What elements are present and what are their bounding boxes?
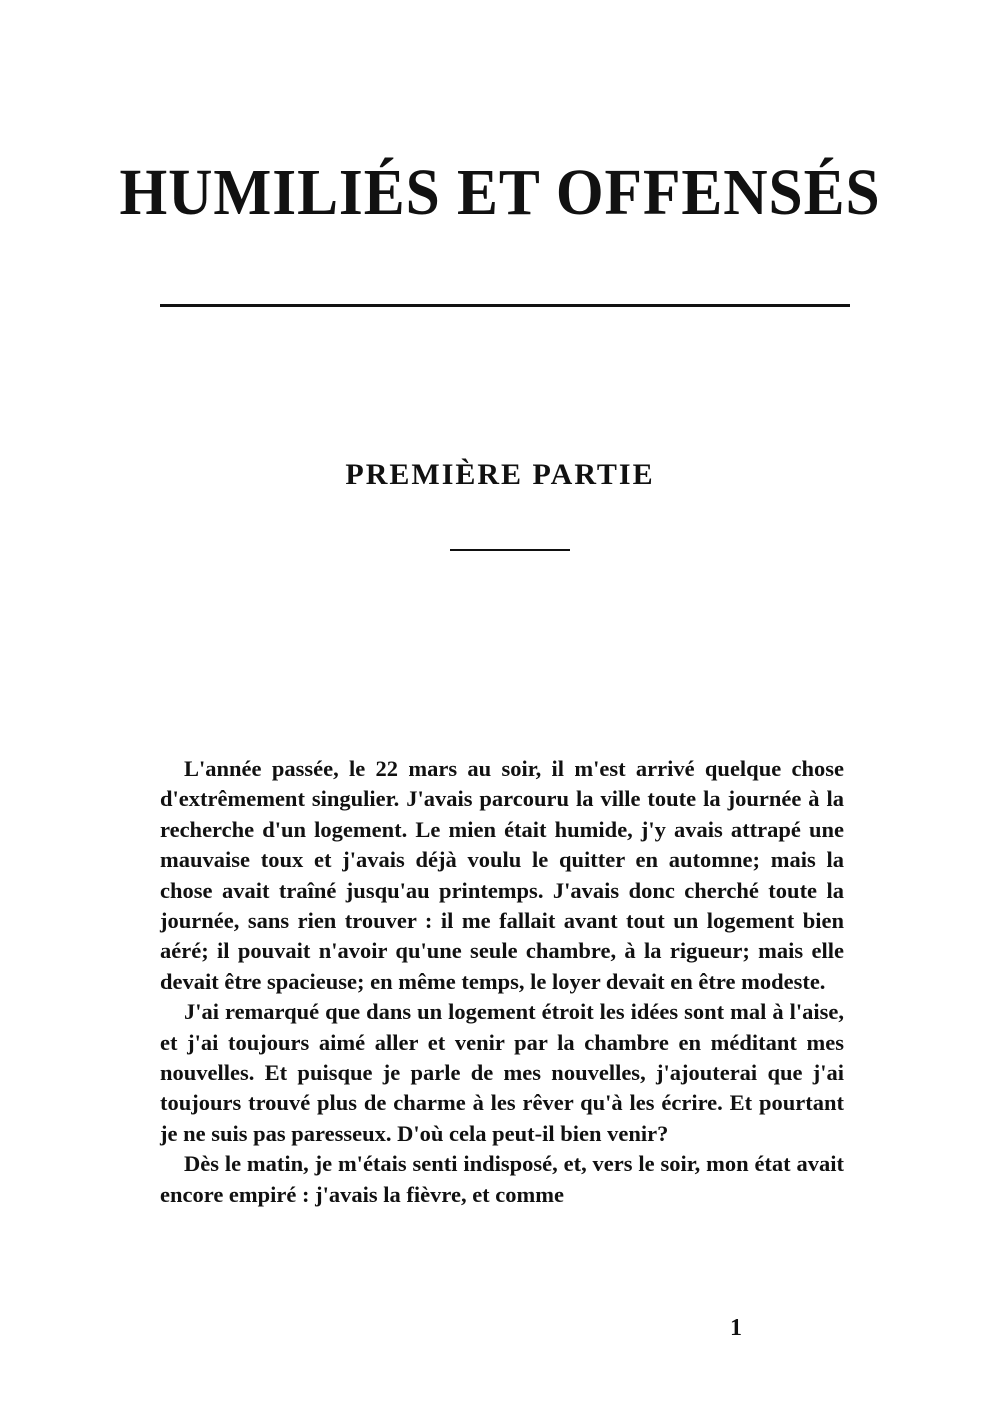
paragraph: L'année passée, le 22 mars au soir, il m'est arrivé quelque chose d'extrêmement singulier. J'avais parcouru la ville toute la journée à la recherche d'un logement. Le mien était humide, j'y avais attrapé une mauvaise toux et j'avais déjà voulu le quitter en automne; mais la chose avait traîné jusqu'au printemps. J'avais donc cherché toute la journée, sans rien trouver : il me fallait avant tout un logement bien aéré; il pouvait n'avoir qu'une seule chambre, à la rigueur; mais elle devait être spacieuse; en même temps, le loyer devait en être modeste. bbox=[160, 756, 844, 994]
paragraph: J'ai remarqué que dans un logement étroit les idées sont mal à l'aise, et j'ai toujours aimé aller et venir par la chambre en méditant mes nouvelles. Et puisque je parle de mes nouvelles, j'ajouterai que j'ai toujours trouvé plus de charme à les rêver qu'à les écrire. Et pourtant je ne suis pas paresseux. D'où cela peut-il bien venir? bbox=[160, 999, 844, 1146]
page-number: 1 bbox=[730, 1315, 742, 1341]
paragraph: Dès le matin, je m'étais senti indisposé, et, vers le soir, mon état avait encore empiré : j'avais la fièvre, et comme bbox=[160, 1151, 844, 1207]
body-text bbox=[160, 754, 844, 1210]
part-heading: PREMIÈRE PARTIE bbox=[345, 458, 655, 491]
part-divider bbox=[450, 549, 570, 551]
book-title: HUMILIÉS ET OFFENSÉS bbox=[119, 156, 881, 229]
title-divider bbox=[160, 304, 850, 307]
